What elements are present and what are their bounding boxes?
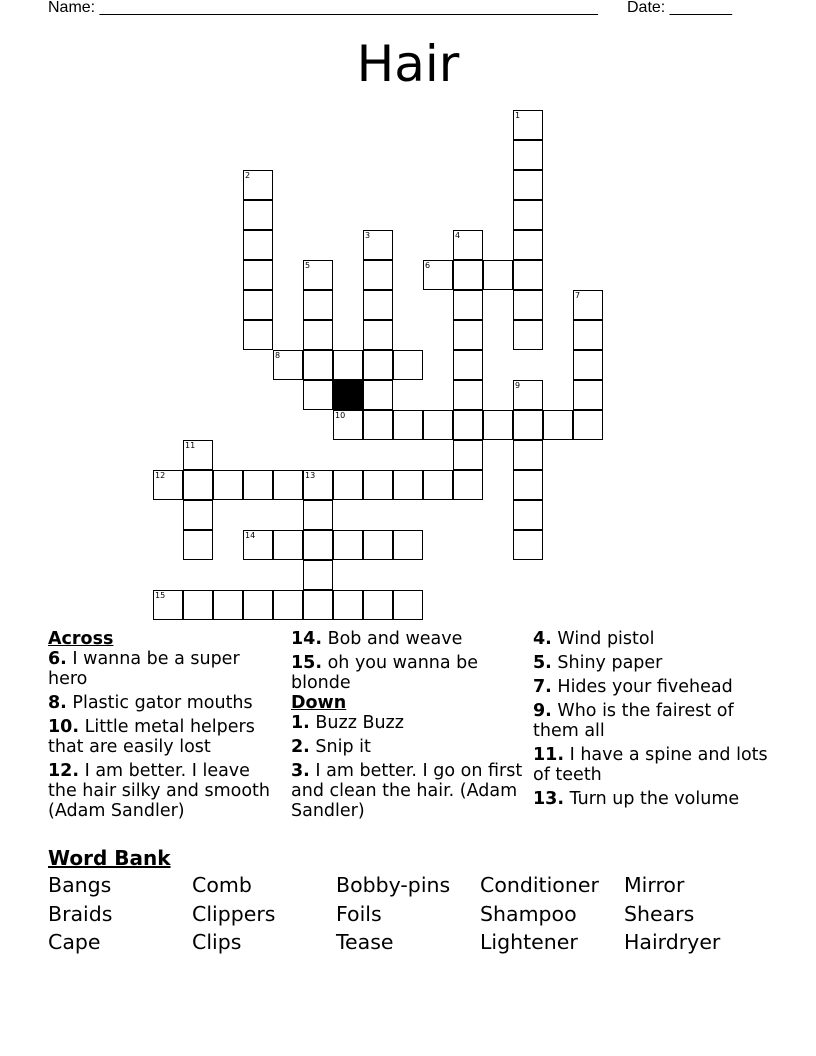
word-bank-item: Bobby-pins: [336, 873, 451, 897]
crossword-cell[interactable]: [303, 350, 333, 380]
crossword-cell[interactable]: [243, 470, 273, 500]
crossword-cell[interactable]: [393, 590, 423, 620]
crossword-cell[interactable]: [513, 470, 543, 500]
crossword-cell[interactable]: [453, 260, 483, 290]
crossword-cell[interactable]: [393, 530, 423, 560]
clue-down-9: 9. Who is the fairest of them all: [533, 701, 734, 741]
clue-down-2: 2. Snip it: [291, 737, 371, 757]
word-bank-item: Shampoo: [480, 901, 577, 926]
crossword-cell[interactable]: [363, 410, 393, 440]
clue-number: 8: [275, 351, 281, 360]
crossword-cell[interactable]: [453, 470, 483, 500]
word-bank-item: Lightener: [480, 930, 578, 954]
crossword-cell[interactable]: [303, 380, 333, 410]
word-bank-item: Tease: [336, 930, 394, 954]
crossword-cell[interactable]: [333, 530, 363, 560]
crossword-cell[interactable]: [393, 410, 423, 440]
clue-number: 13: [305, 471, 316, 480]
clue-across-12: 12. I am better. I leave the hair silky and smooth (Adam Sandler): [48, 761, 271, 821]
clue-number: 14: [245, 531, 256, 540]
crossword-cell[interactable]: [543, 410, 573, 440]
crossword-cell[interactable]: [453, 290, 483, 320]
clue-number: 1: [515, 111, 521, 120]
crossword-cell[interactable]: [453, 320, 483, 350]
crossword-cell[interactable]: [363, 290, 393, 320]
crossword-cell[interactable]: [513, 500, 543, 530]
crossword-cell[interactable]: [363, 260, 393, 290]
clue-number: 3: [365, 231, 371, 240]
clue-number: 2: [245, 171, 251, 180]
word-bank-item: Hairdryer: [624, 930, 721, 954]
word-bank-item: Clips: [192, 930, 242, 954]
crossword-cell[interactable]: [183, 500, 213, 530]
word-bank-item: Cape: [48, 930, 101, 954]
word-bank-item: Comb: [192, 873, 252, 897]
crossword-cell[interactable]: [303, 320, 333, 350]
crossword-block-cell: [333, 380, 363, 410]
crossword-cell[interactable]: [513, 230, 543, 260]
down-heading: Down: [291, 693, 347, 713]
crossword-cell[interactable]: [273, 470, 303, 500]
crossword-cell[interactable]: [513, 440, 543, 470]
name-field-label: Name: ________________________________________________________: [48, 0, 598, 16]
clue-across-6: 6. I wanna be a super hero: [48, 649, 240, 689]
clue-number: 5: [305, 261, 311, 270]
clue-number: 6: [425, 261, 431, 270]
clue-down-4: 4. Wind pistol: [533, 629, 655, 649]
crossword-cell[interactable]: [363, 590, 393, 620]
crossword-cell[interactable]: [513, 320, 543, 350]
crossword-cell[interactable]: [453, 380, 483, 410]
clue-number: 4: [455, 231, 461, 240]
word-bank-item: Shears: [624, 901, 695, 926]
clue-down-13: 13. Turn up the volume: [533, 789, 740, 809]
clues-column-2: [291, 629, 523, 825]
crossword-cell[interactable]: [213, 470, 243, 500]
word-bank-item: Braids: [48, 901, 113, 926]
crossword-cell[interactable]: [303, 590, 333, 620]
crossword-cell[interactable]: [363, 470, 393, 500]
crossword-cell[interactable]: [243, 230, 273, 260]
crossword-cell[interactable]: [483, 410, 513, 440]
crossword-cell[interactable]: [483, 260, 513, 290]
crossword-cell[interactable]: [183, 470, 213, 500]
clue-number: 7: [575, 291, 581, 300]
clue-across-8: 8. Plastic gator mouths: [48, 693, 253, 713]
word-bank-item: Conditioner: [480, 873, 599, 897]
clue-number: 15: [155, 591, 166, 600]
crossword-cell[interactable]: [513, 140, 543, 170]
clue-number: 11: [185, 441, 196, 450]
clue-number: 10: [335, 411, 346, 420]
crossword-cell[interactable]: [243, 290, 273, 320]
crossword-cell[interactable]: [333, 470, 363, 500]
crossword-cell[interactable]: [243, 200, 273, 230]
crossword-cell[interactable]: [573, 350, 603, 380]
crossword-cell[interactable]: [453, 350, 483, 380]
crossword-cell[interactable]: [333, 590, 363, 620]
crossword-cell[interactable]: [273, 590, 303, 620]
crossword-cell[interactable]: [573, 410, 603, 440]
crossword-cell[interactable]: [333, 350, 363, 380]
crossword-cell[interactable]: [243, 260, 273, 290]
crossword-cell[interactable]: [303, 560, 333, 590]
clue-across-14: 14. Bob and weave: [291, 629, 463, 649]
crossword-cell[interactable]: [513, 170, 543, 200]
word-bank-title: Word Bank: [48, 846, 171, 870]
crossword-cell[interactable]: [453, 440, 483, 470]
crossword-cell[interactable]: [573, 320, 603, 350]
clue-down-7: 7. Hides your fivehead: [533, 677, 733, 697]
clue-down-1: 1. Buzz Buzz: [291, 713, 404, 733]
word-bank: [48, 873, 768, 959]
crossword-cell[interactable]: [573, 380, 603, 410]
clues-column-1: [48, 629, 280, 825]
clues-column-3: [533, 629, 773, 813]
clue-down-3: 3. I am better. I go on first and clean the hair. (Adam Sandler): [291, 761, 523, 821]
crossword-cell[interactable]: [363, 320, 393, 350]
crossword-cell[interactable]: [513, 260, 543, 290]
crossword-cell[interactable]: [423, 470, 453, 500]
crossword-cell[interactable]: [243, 320, 273, 350]
crossword-cell[interactable]: [303, 290, 333, 320]
crossword-cell[interactable]: [213, 590, 243, 620]
word-bank-item: Foils: [336, 901, 382, 926]
clue-down-5: 5. Shiny paper: [533, 653, 663, 673]
word-bank-item: Mirror: [624, 873, 685, 897]
clue-down-11: 11. I have a spine and lots of teeth: [533, 745, 768, 785]
crossword-cell[interactable]: [183, 590, 213, 620]
crossword-cell[interactable]: [363, 380, 393, 410]
crossword-cell[interactable]: [273, 530, 303, 560]
crossword-cell[interactable]: [363, 530, 393, 560]
word-bank-item: Bangs: [48, 873, 112, 897]
clue-across-15: 15. oh you wanna be blonde: [291, 653, 479, 693]
clue-number: 12: [155, 471, 166, 480]
crossword-cell[interactable]: [303, 500, 333, 530]
crossword-cell[interactable]: [363, 350, 393, 380]
date-field-label: Date: _______: [627, 0, 732, 16]
crossword-cell[interactable]: [303, 530, 333, 560]
across-heading: Across: [48, 629, 114, 649]
crossword-cell[interactable]: [243, 590, 273, 620]
crossword-cell[interactable]: [393, 470, 423, 500]
crossword-cell[interactable]: [513, 410, 543, 440]
clue-number: 9: [515, 381, 521, 390]
page-title: Hair: [356, 35, 460, 93]
crossword-cell[interactable]: [453, 410, 483, 440]
crossword-cell[interactable]: [183, 530, 213, 560]
crossword-cell[interactable]: [513, 200, 543, 230]
word-bank-item: Clippers: [192, 901, 276, 926]
crossword-cell[interactable]: [393, 350, 423, 380]
crossword-cell[interactable]: [513, 530, 543, 560]
clue-across-10: 10. Little metal helpers that are easily lost: [48, 717, 255, 757]
crossword-cell[interactable]: [513, 290, 543, 320]
crossword-cell[interactable]: [423, 410, 453, 440]
